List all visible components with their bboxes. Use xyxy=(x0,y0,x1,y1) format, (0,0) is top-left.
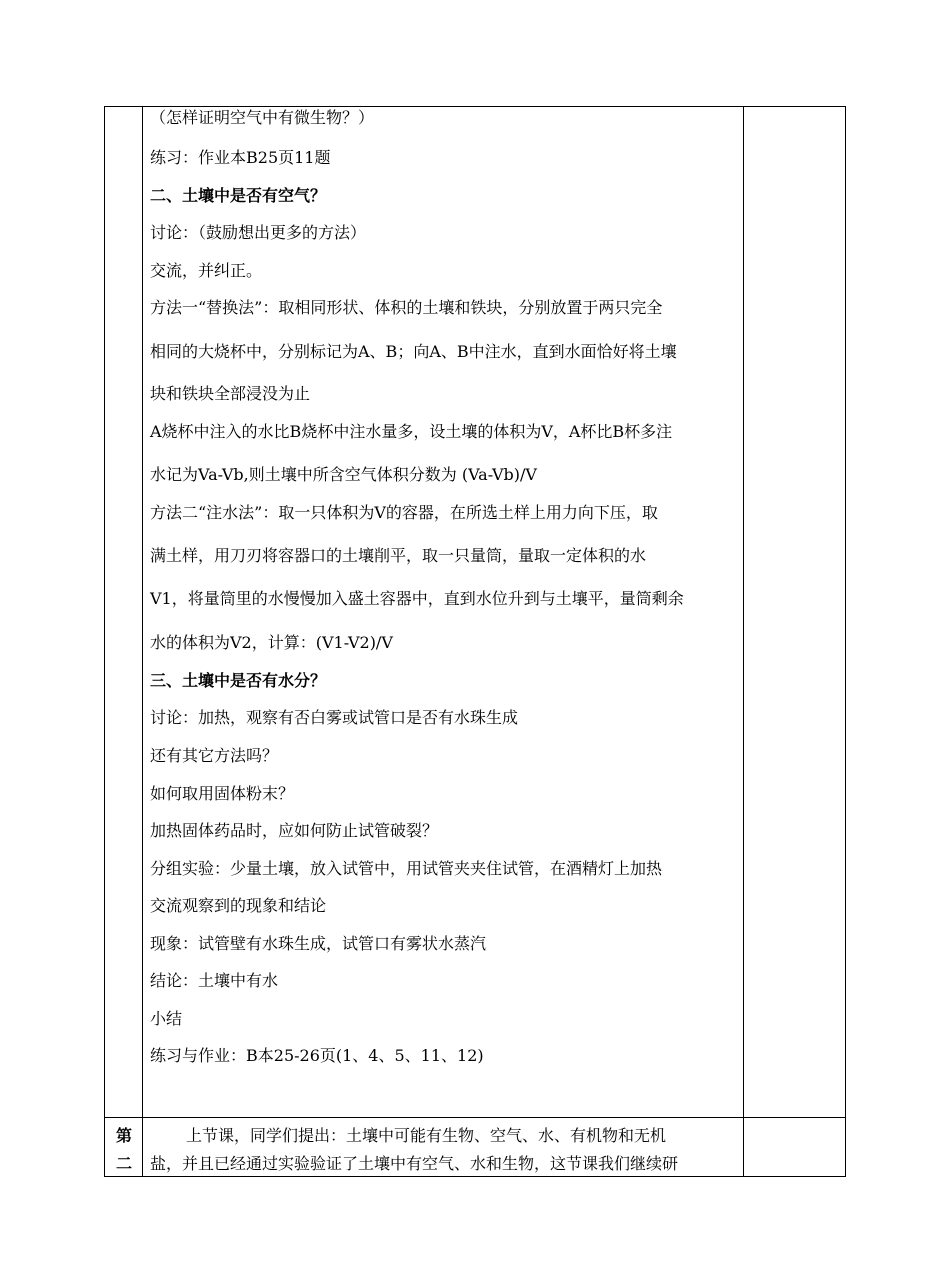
text-line: （怎样证明空气中有微生物？） xyxy=(150,108,375,127)
text-line: 相同的大烧杯中，分别标记为A、B；向A、B中注水，直到水面恰好将土壤 xyxy=(150,342,677,361)
text-line: 小结 xyxy=(150,1009,183,1028)
text-line: 如何取用固体粉末？ xyxy=(150,784,295,803)
text-line: V1，将量筒里的水慢慢加入盛土容器中，直到水位升到与土壤平，量筒剩余 xyxy=(150,589,684,608)
text-line: 练习：作业本B25页11题 xyxy=(150,148,331,167)
row2-label-char-2: 二 xyxy=(115,1154,132,1173)
text-line: 水的体积为V2，计算：(V1-V2)/V xyxy=(150,633,393,652)
section-heading: 二、土壤中是否有空气？ xyxy=(150,186,327,205)
text-line: 还有其它方法吗？ xyxy=(150,746,279,765)
row2-text-line-2: 盐，并且已经通过实验验证了土壤中有空气、水和生物，这节课我们继续研 xyxy=(150,1154,679,1173)
text-line: 块和铁块全部浸没为止 xyxy=(150,384,311,403)
text-line: 分组实验：少量土壤，放入试管中，用试管夹夹住试管，在酒精灯上加热 xyxy=(150,859,663,878)
text-line: A烧杯中注入的水比B烧杯中注水量多，设土壤的体积为V，A杯比B杯多注 xyxy=(150,422,673,441)
text-line: 方法二“注水法”：取一只体积为V的容器，在所选土样上用力向下压，取 xyxy=(150,503,658,522)
text-line: 讨论：（鼓励想出更多的方法） xyxy=(150,223,367,242)
text-line: 交流，并纠正。 xyxy=(150,261,263,280)
row2-text-line-1: 上节课，同学们提出：土壤中可能有生物、空气、水、有机物和无机 xyxy=(186,1126,667,1145)
text-line: 水记为Va-Vb,则土壤中所含空气体积分数为 (Va-Vb)/V xyxy=(150,465,537,484)
text-line: 结论：土壤中有水 xyxy=(150,971,279,990)
text-line: 现象：试管壁有水珠生成，试管口有雾状水蒸汽 xyxy=(150,934,487,953)
section-heading: 三、土壤中是否有水分？ xyxy=(150,671,327,690)
row-divider xyxy=(105,1117,845,1118)
text-line: 满土样，用刀刃将容器口的土壤削平，取一只量筒，量取一定体积的水 xyxy=(150,546,647,565)
text-line: 讨论：加热，观察有否白雾或试管口是否有水珠生成 xyxy=(150,708,519,727)
column-divider-left xyxy=(142,107,143,1176)
text-line: 交流观察到的现象和结论 xyxy=(150,896,327,915)
text-line: 练习与作业：B本25-26页(1、4、5、11、12) xyxy=(150,1046,484,1065)
row2-label-char-1: 第 xyxy=(115,1126,132,1145)
text-line: 加热固体药品时，应如何防止试管破裂？ xyxy=(150,821,439,840)
column-divider-right xyxy=(743,107,744,1176)
text-line: 方法一“替换法”：取相同形状、体积的土壤和铁块，分别放置于两只完全 xyxy=(150,298,663,317)
